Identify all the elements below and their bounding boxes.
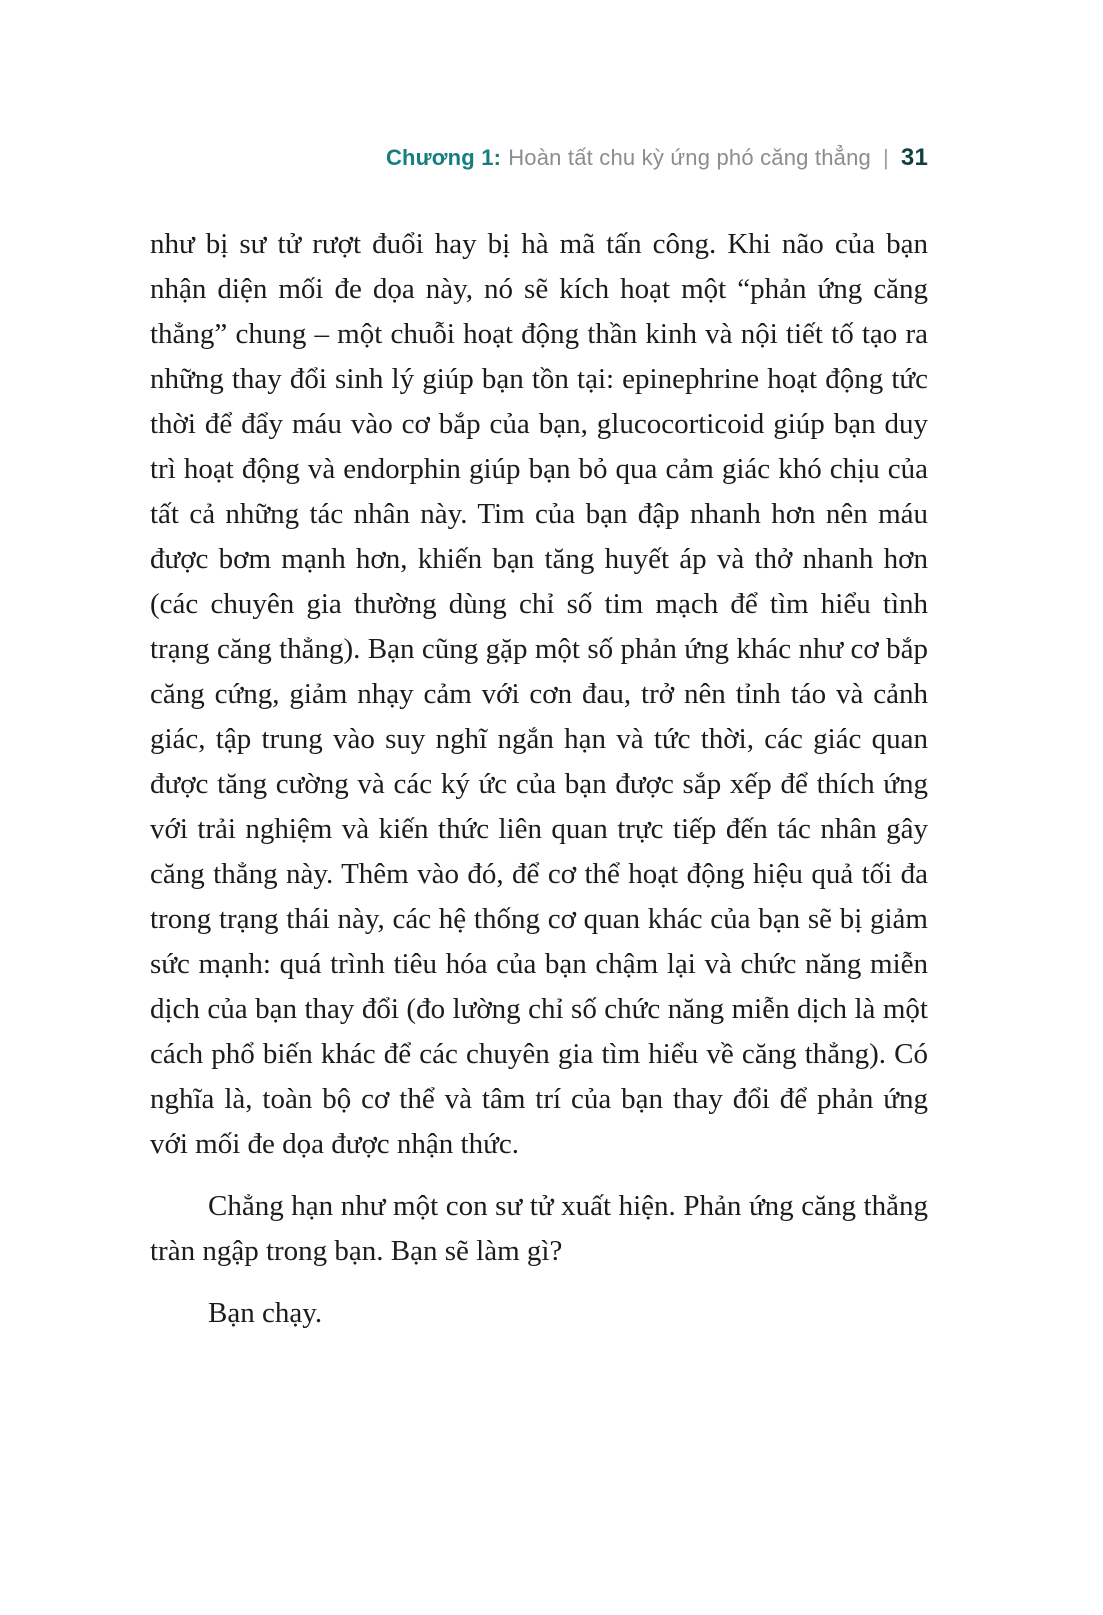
chapter-title: Hoàn tất chu kỳ ứng phó căng thẳng (508, 145, 871, 170)
chapter-label: Chương 1: (385, 145, 502, 170)
header-separator: | (882, 145, 889, 170)
body-text-block (150, 222, 928, 1336)
page-content-column (150, 0, 928, 1336)
running-head (150, 143, 928, 173)
body-paragraph: Chẳng hạn như một con sư tử xuất hiện. Phản ứng căng thẳng tràn ngập trong bạn. Bạn sẽ làm gì? (150, 1190, 928, 1267)
body-paragraph: như bị sư tử rượt đuổi hay bị hà mã tấn công. Khi não của bạn nhận diện mối đe dọa này, nó sẽ kích hoạt một “phản ứng căng thẳng” chung – một chuỗi hoạt động thần kinh và nội tiết tố tạo ra những thay đổi sinh lý giúp bạn tồn tại: epinephrine hoạt động tức thời để đẩy máu vào cơ bắp của bạn, glucocorticoid giúp bạn duy trì hoạt động và endorphin giúp bạn bỏ qua cảm giác khó chịu của tất cả những tác nhân này. Tim của bạn đập nhanh hơn nên máu được bơm mạnh hơn, khiến bạn tăng huyết áp và thở nhanh hơn (các chuyên gia thường dùng chỉ số tim mạch để tìm hiểu tình trạng căng thẳng). Bạn cũng gặp một số phản ứng khác như cơ bắp căng cứng, giảm nhạy cảm với cơn đau, trở nên tỉnh táo và cảnh giác, tập trung vào suy nghĩ ngắn hạn và tức thời, các giác quan được tăng cường và các ký ức của bạn được sắp xếp để thích ứng với trải nghiệm và kiến thức liên quan trực tiếp đến tác nhân gây căng thẳng này. Thêm vào đó, để cơ thể hoạt động hiệu quả tối đa trong trạng thái này, các hệ thống cơ quan khác của bạn sẽ bị giảm sức mạnh: quá trình tiêu hóa của bạn chậm lại và chức năng miễn dịch của bạn thay đổi (đo lường chỉ số chức năng miễn dịch là một cách phổ biến khác để các chuyên gia tìm hiểu về căng thẳng). Có nghĩa là, toàn bộ cơ thể và tâm trí của bạn thay đổi để phản ứng với mối đe dọa được nhận thức. (150, 228, 928, 1160)
body-paragraph: Bạn chạy. (208, 1297, 323, 1329)
page-number: 31 (900, 144, 928, 171)
